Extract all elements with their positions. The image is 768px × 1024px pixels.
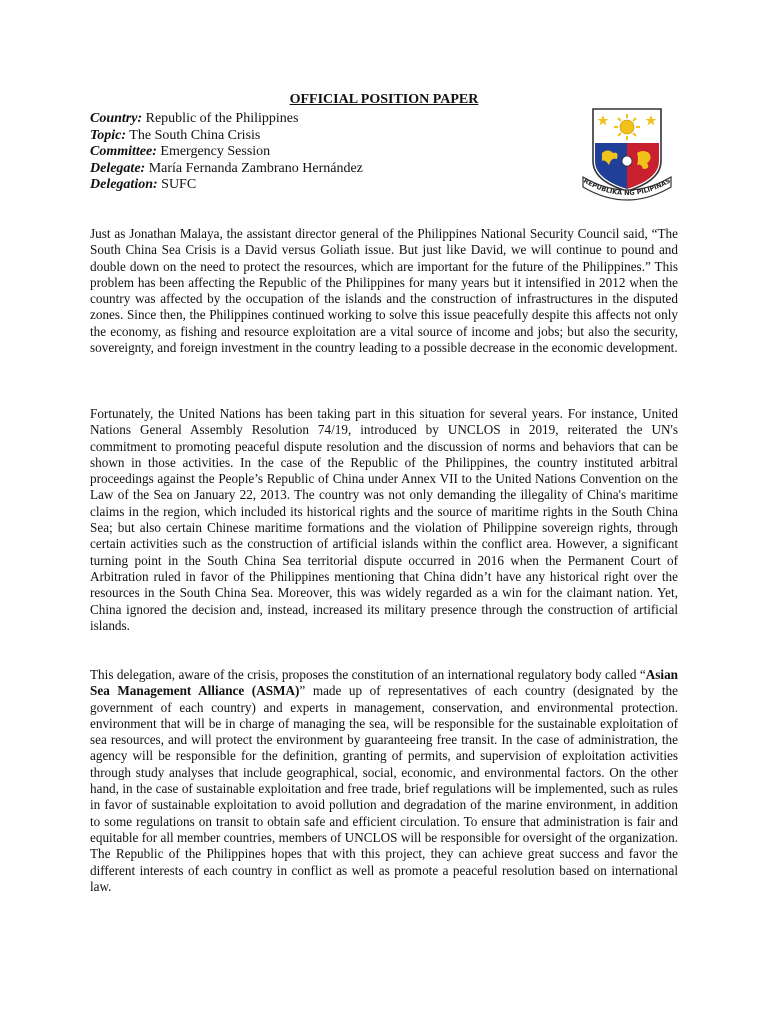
- paragraph-intro: Just as Jonathan Malaya, the assistant director general of the Philippines National Security Council said, “The South China Sea Crisis is a David versus Goliath issue. But just like David, we will continue to pound and double down on the need to protect the resources, which are important for the future of the Philippines.” This problem has been affecting the Republic of the Philippines for many years but it intensified in 2012 when the country was affected by the occupation of the islands and the construction of infrastructures in the disputed zones. Since then, the Philippines continued working to solve this issue peacefully despite this affects not only the economy, as fishing and resource exploitation are a vital source of income and jobs; but also the security, sovereignty, and foreign investment in the country leading to a possible decrease in the economic development.: [90, 226, 678, 356]
- seal-banner-text: REPUBLIKA NG PILIPINAS: [582, 176, 672, 198]
- philippine-seal-icon: [575, 103, 679, 203]
- meta-value: The South China Crisis: [129, 127, 261, 143]
- meta-label: Delegate:: [90, 160, 146, 176]
- meta-value: Republic of the Philippines: [145, 111, 299, 126]
- meta-value: SUFC: [161, 177, 197, 192]
- meta-label: Delegation:: [90, 177, 158, 192]
- meta-label: Topic:: [90, 127, 127, 143]
- meta-delegate: [90, 161, 490, 178]
- paragraph-proposal: [90, 667, 678, 895]
- meta-value: María Fernanda Zambrano Hernández: [148, 160, 363, 176]
- meta-delegation: [90, 177, 490, 194]
- meta-topic: [90, 128, 490, 145]
- paragraph-united-nations: Fortunately, the United Nations has been taking part in this situation for several years. For instance, United Nations General Assembly Resolution 74/19, introduced by UNCLOS in 2019, reiterated the UN's commitment to promoting peaceful dispute resolution and the discussion of norms and behaviors that can be shown in those activities. In the case of the Republic of the Philippines, the country instituted arbitral proceedings against the People’s Republic of China under Annex VII to the United Nations Convention on the Law of the Sea on January 22, 2013. The country was not only demanding the illegality of China's maritime claims in the region, which included its historical rights and the source of maritime rights in the South China Sea; but also certain Chinese maritime formations and the violation of Philippine sovereign rights, through certain activities such as the construction of artificial islands within the conflict area. However, a significant turning point in the South China Sea territorial dispute occurred in 2016 when the Permanent Court of Arbitration ruled in favor of the Philippines mentioning that China didn’t have any historical right over the resources in the South China Sea. Moreover, this was widely regarded as a win for the claimant nation. Yet, China ignored the decision and, instead, increased its military presence through the construction of artificial islands.: [90, 406, 678, 633]
- meta-label: Country:: [90, 111, 143, 126]
- meta-country: [90, 111, 490, 128]
- page-title: OFFICIAL POSITION PAPER: [289, 92, 479, 107]
- meta-label: Committee:: [90, 144, 157, 159]
- metadata-block: [90, 111, 490, 194]
- proposal-text-rest: ” made up of representatives of each country (designated by the government of each country) and experts in management, conservation, and environmental protection. environment that will be in charge of managing the sea, will be responsible for the sustainable exploitation of sea resources, and will protect the environment by guaranteeing free transit. In the case of administration, the agency will be responsible for the definition, granting of permits, and supervision of exploitation activities through study analyses that include geographical, social, economic, and environmental factors. On the other hand, in the case of sustainable exploitation and free trade, brief regulations will be implemented, such as rules in favor of sustainable exploitation to avoid pollution and degradation of the marine environment, in addition to some regulations on transit to obtain safe and efficient circulation. To ensure that administration is fair and equitable for all member countries, members of UNCLOS will be responsible for oversight of the organization. The Republic of the Philippines hopes that with this project, they can achieve great success and favor the different interests of each country in conflict as well as promote a peaceful resolution based on international law.: [90, 683, 678, 894]
- asma-name: Asian Sea Management Alliance (ASMA): [90, 667, 678, 699]
- meta-committee: [90, 144, 490, 161]
- meta-value: Emergency Session: [160, 144, 271, 159]
- proposal-text-start: This delegation, aware of the crisis, proposes the constitution of an international regulatory body called “: [90, 667, 646, 682]
